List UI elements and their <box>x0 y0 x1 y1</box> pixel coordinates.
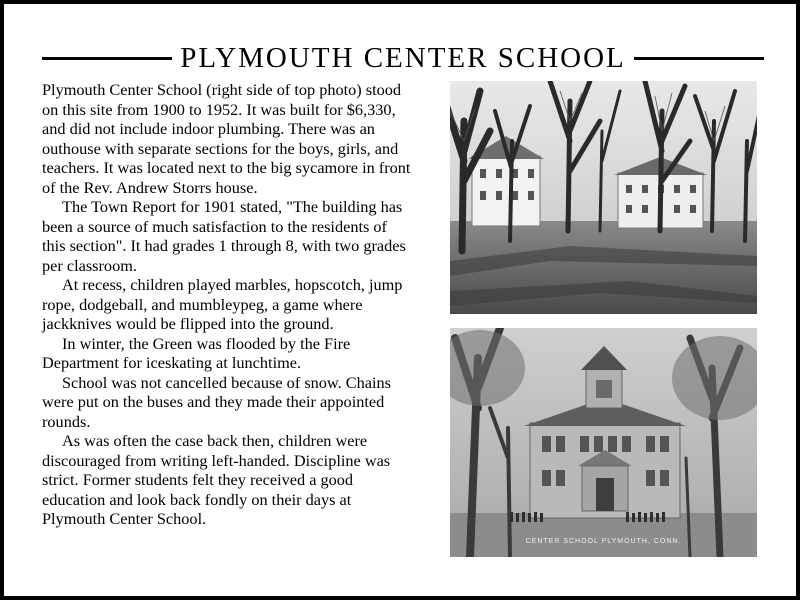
title-rule-right <box>634 57 764 60</box>
page-title: PLYMOUTH CENTER SCHOOL <box>180 41 626 74</box>
sign-panel <box>4 4 796 596</box>
body-text <box>42 80 414 529</box>
paragraph: Plymouth Center School (right side of top photo) stood on this site from 1900 to 1952. It was built for $6,330, and did not include indoor plumbing. There was an outhouse with separate sections for the boys, girls, and teachers. It was located next to the big sycamore in front of the Rev. Andrew Storrs house. <box>42 80 411 197</box>
title-rule-left <box>42 57 172 60</box>
title-row <box>42 38 764 78</box>
photo-center-school <box>450 328 757 557</box>
paragraph: In winter, the Green was flooded by the Fire Department for iceskating at lunchtime. <box>42 333 351 372</box>
photo-town-green <box>450 81 757 314</box>
paragraph: The Town Report for 1901 stated, "The building has been a source of much satisfaction to the residents of this section". It had grades 1 through 8, with two grades per classroom. <box>42 197 406 275</box>
photo-caption: CENTER SCHOOL PLYMOUTH, CONN. <box>525 538 682 545</box>
photo-town-green-image <box>450 81 757 314</box>
paragraph: School was not cancelled because of snow. Chains were put on the buses and they made their appointed rounds. <box>42 372 392 431</box>
paragraph: At recess, children played marbles, hopscotch, jump rope, dodgeball, and mumbleypeg, a game where jackknives would be flipped into the ground. <box>42 275 403 333</box>
paragraph: As was often the case back then, children were discouraged from writing left-handed. Discipline was strict. Former students felt they received a good education and look back fondly on their days at Plymouth Center School. <box>42 431 391 528</box>
photo-center-school-image <box>450 328 757 557</box>
